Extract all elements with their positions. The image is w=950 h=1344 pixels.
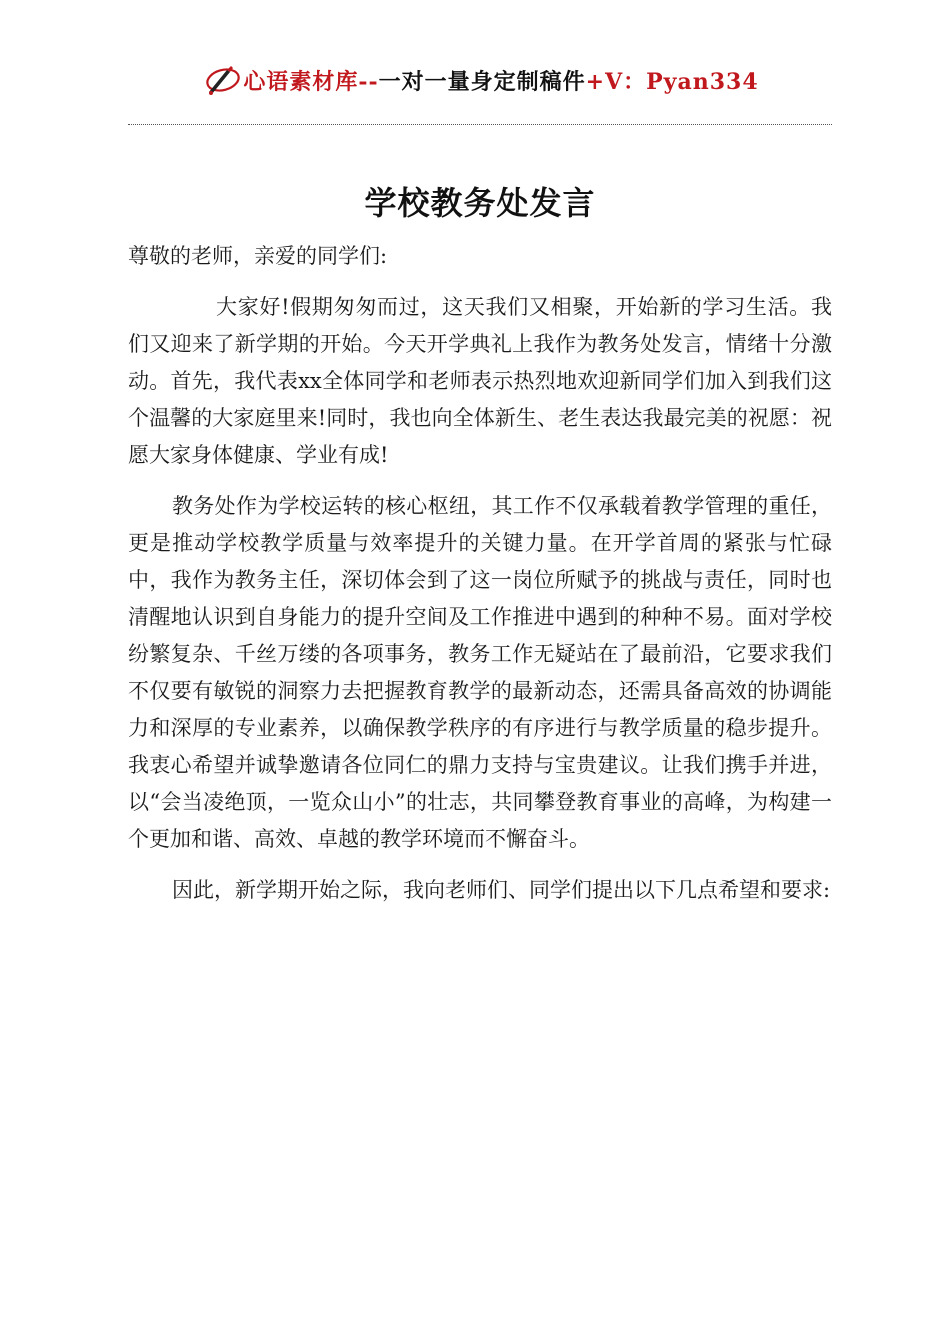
header-divider	[128, 124, 832, 125]
brand-name: 心语素材库	[243, 68, 359, 95]
paragraph-requirements: 因此，新学期开始之际，我向老师们、同学们提出以下几点希望和要求:	[172, 878, 831, 902]
salutation: 尊敬的老师，亲爱的同学们:	[128, 244, 388, 268]
header-contact: +V：Pyan334	[585, 68, 759, 95]
header-dashes: --	[358, 68, 379, 95]
paragraph-academic-affairs: 教务处作为学校运转的核心枢纽，其工作不仅承载着教学管理的重任，更是推动学校教学质量与效率提升的关键力量。在开学首周的紧张与忙碌中，我作为教务主任，深切体会到了这一岗位所赋予的挑战与责任，同时也清醒地认识到自身能力的提升空间及工作推进中遇到的种种不易。面对学校纷繁复杂、千丝万缕的各项事务，教务工作无疑站在了最前沿，它要求我们不仅要有敏锐的洞察力去把握教育教学的最新动态，还需具备高效的协调能力和深厚的专业素养，以确保教学秩序的有序进行与教学质量的稳步提升。我衷心希望并诚挚邀请各位同仁的鼎力支持与宝贵建议。让我们携手并进，以“会当凌绝顶，一览众山小”的壮志，共同攀登教育事业的高峰，为构建一个更加和谐、高效、卓越的教学环境而不懈奋斗。	[128, 494, 832, 851]
document-body	[128, 238, 832, 909]
header-banner	[243, 65, 758, 96]
header-slogan: 一对一量身定制稿件	[378, 68, 586, 95]
paragraph-greeting: 大家好!假期匆匆而过，这天我们又相聚，开始新的学习生活。我们又迎来了新学期的开始。今天开学典礼上我作为教务处发言，情绪十分激动。首先，我代表xx全体同学和老师表示热烈地欢迎新同学们加入到我们这个温馨的大家庭里来!同时，我也向全体新生、老生表达我最完美的祝愿：祝愿大家身体健康、学业有成!	[128, 295, 832, 467]
pen-swirl-logo-icon	[201, 60, 241, 100]
page-header	[128, 60, 832, 100]
document-title: 学校教务处发言	[364, 184, 596, 222]
